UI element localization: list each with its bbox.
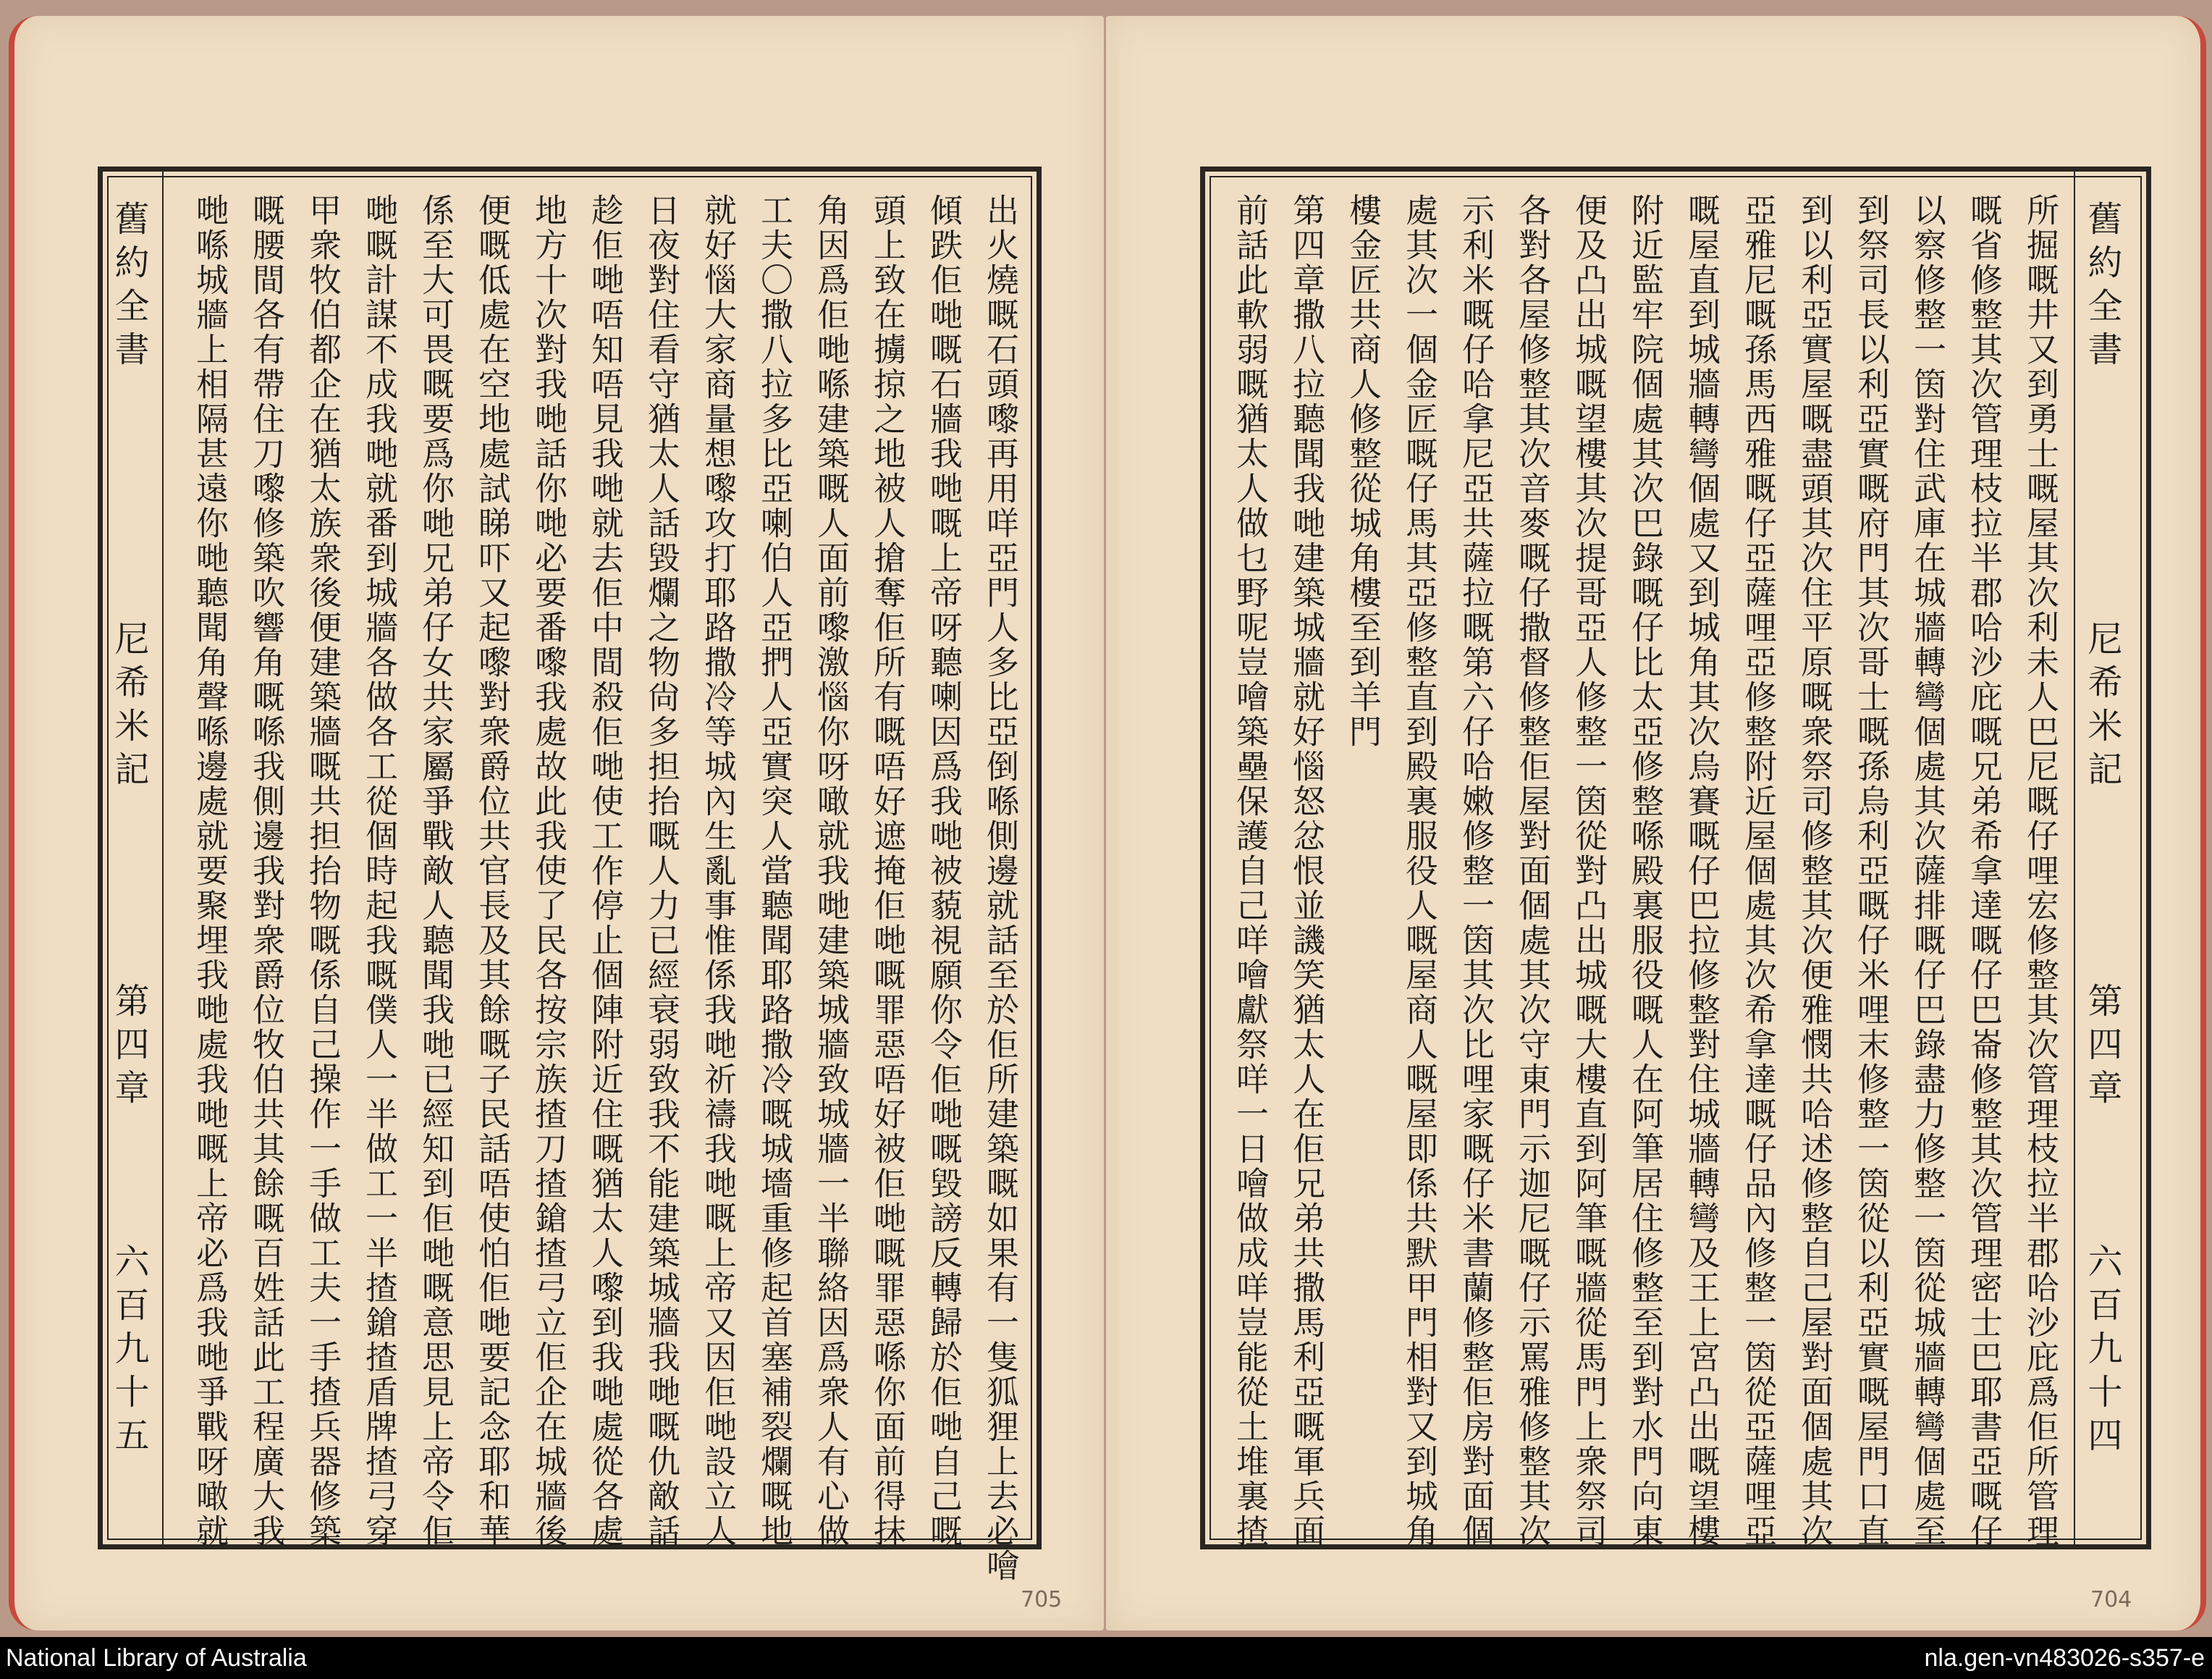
left-column-13: 甲衆牧伯都企在猶太族衆後便建築牆嘅共担抬物嘅係自己操作一手做工夫一手揸兵器修築	[303, 193, 342, 1549]
right-column-8: 附近監牢院個處其次巴錄嘅仔比太亞修整喺殿裏服役嘅人在阿筆居住修整至到對水門向東	[1626, 193, 1664, 1549]
left-column-5: 工夫〇撒八拉多比亞喇伯人亞捫人亞實突人當聽聞耶路撒冷嘅城墻重修起首塞補裂爛嘅地	[755, 193, 793, 1549]
right-column-14: 第四章撒八拉聽聞我哋建築城牆就好惱怒忿恨並譏笑猶太人在佢兄弟共撒馬利亞嘅軍兵面	[1287, 193, 1325, 1549]
right-page-number: 六百九十四	[2082, 1243, 2122, 1460]
footer-source: National Library of Australia	[6, 1644, 307, 1672]
right-text-frame	[1200, 167, 2151, 1549]
right-column-5: 到以利亞實屋嘅盡頭其次住平原嘅衆祭司修整其次便雅憫共哈述修整自己屋對面個處其次	[1795, 193, 1833, 1549]
left-handwritten-number: 705	[1021, 1587, 1063, 1612]
footer-bar	[0, 1637, 2212, 1679]
right-book-name: 尼希米記	[2082, 620, 2122, 794]
left-column-3: 頭上致在擄掠之地被人搶奪佢所有嘅唔好遮掩佢哋嘅罪惡唔好被佢哋嘅罪惡喺你面前得抹	[868, 193, 906, 1549]
left-text-frame	[98, 167, 1042, 1583]
right-column-3: 以察修整一筃對住武庫在城牆轉彎個處其次薩排嘅仔巴錄盡力修整一筃從城牆轉彎個處至	[1908, 193, 1946, 1549]
left-header-rule	[162, 172, 164, 1544]
right-chapter: 第四章	[2082, 982, 2122, 1113]
left-column-6: 就好惱大家商量想嚟攻打耶路撒冷等城內生亂事惟係我哋祈禱我哋嘅上帝又因佢哋設立人	[698, 193, 737, 1549]
right-column-1: 所掘嘅井又到勇士嘅屋其次利未人巴尼嘅仔哩宏修整其次管理枝拉半郡哈沙庇爲佢所管理	[2021, 193, 2059, 1549]
left-column-2: 傾跌佢哋嘅石牆我哋嘅上帝呀聽喇因爲我哋被藐視願你令佢哋嘅毀謗反轉歸於佢哋自己嘅	[924, 193, 963, 1549]
right-page	[1106, 16, 2206, 1630]
left-column-14: 嘅腰間各有帶住刀嚟修築吹響角嘅喺我側邊我對衆爵位牧伯共其餘嘅百姓話此工程廣大我	[247, 193, 285, 1549]
footer-identifier: nla.gen-vn483026-s357-e	[1924, 1644, 2205, 1672]
right-column-7: 嘅屋直到城牆轉彎個處又到城角其次烏賽嘅仔巴拉修整對住城牆轉彎及王上宮凸出嘅望樓	[1682, 193, 1721, 1549]
left-page	[9, 16, 1104, 1630]
right-column-4: 到祭司長以利亞實嘅府門其次哥士嘅孫烏利亞嘅仔米哩末修整一筃從以利亞實嘅屋門口直	[1852, 193, 1890, 1549]
right-column-6: 亞雅尼嘅孫馬西雅嘅仔亞薩哩亞修整附近屋個處其次希拿達嘅仔品內修整一筃從亞薩哩亞	[1739, 193, 1777, 1549]
right-column-11: 示利米嘅仔哈拿尼亞共薩拉嘅第六仔哈嫩修整一筃其次比哩家嘅仔米書蘭修整佢房對面個	[1456, 193, 1495, 1549]
left-column-7: 日夜對住看守猶太人話毀爛之物尙多担抬嘅人力已經衰弱致我不能建築城牆我哋嘅仇敵話	[642, 193, 680, 1549]
left-book-title: 舊約全書	[109, 201, 149, 374]
left-column-15: 哋喺城牆上相隔甚遠你哋聽聞角聲喺邊處就要聚埋我哋處我哋嘅上帝必爲我哋爭戰呀噉就	[190, 193, 229, 1549]
left-column-4: 角因爲佢哋喺建築嘅人面前嚟激惱你呀噉就我哋建築城牆致城牆一半聯絡因爲衆人有心做	[811, 193, 850, 1549]
right-handwritten-number: 704	[2090, 1587, 2132, 1612]
right-column-13: 樓金匠共商人修整從城角樓至到羊門	[1343, 193, 1382, 749]
left-chapter: 第四章	[109, 982, 149, 1113]
left-book-name: 尼希米記	[109, 620, 149, 794]
right-column-9: 便及凸出城嘅望樓其次提哥亞人修整一筃從對凸出城嘅大樓直到阿筆嘅牆從馬門上衆祭司	[1569, 193, 1608, 1549]
right-header-rule	[2074, 172, 2075, 1544]
left-column-8: 趁佢哋唔知唔見我哋就去佢中間殺佢哋使工作停止個陣附近住嘅猶太人嚟到我哋處從各處	[586, 193, 624, 1549]
right-book-title: 舊約全書	[2082, 201, 2122, 374]
left-column-11: 係至大可畏嘅要爲你哋兄弟仔女共家屬爭戰敵人聽聞我哋已經知到佢哋嘅意思見上帝令佢	[416, 193, 455, 1549]
right-column-2: 嘅省修整其次管理枝拉半郡哈沙庇嘅兄弟希拿達嘅仔巴崙修整其次管理密士巴耶書亞嘅仔	[1964, 193, 2003, 1549]
left-column-10: 便嘅低處在空地處試睇吓又起嚟對衆爵位共官長及其餘嘅子民話唔使怕佢哋要記念耶和華	[473, 193, 511, 1549]
left-column-9: 地方十次對我哋話你哋必要番嚟我處故此我使了民各按宗族揸刀揸鎗揸弓立佢企在城牆後	[529, 193, 567, 1549]
left-page-number: 六百九十五	[109, 1243, 149, 1460]
right-column-12: 處其次一個金匠嘅仔馬其亞修整直到殿裏服役人嘅屋商人嘅屋即係共默甲門相對又到城角	[1400, 193, 1438, 1549]
right-column-15: 前話此軟弱嘅猶太人做乜野呢豈噲築壘保護自己咩噲獻祭咩一日噲做成咩豈能從土堆裏揸	[1230, 193, 1269, 1549]
left-column-12: 哋嘅計謀不成我哋就番到城牆各做各工從個時起我嘅僕人一半做工一半揸鎗揸盾牌揸弓穿	[360, 193, 398, 1549]
left-column-1: 出火燒嘅石頭嚟再用咩亞門人多比亞倒喺側邊就話至於佢所建築嘅如果有一隻狐狸上去必噲	[981, 193, 1019, 1583]
right-column-10: 各對各屋修整其次音麥嘅仔撒督修整佢屋對面個處其次守東門示迦尼嘅仔示罵雅修整其次	[1513, 193, 1551, 1549]
